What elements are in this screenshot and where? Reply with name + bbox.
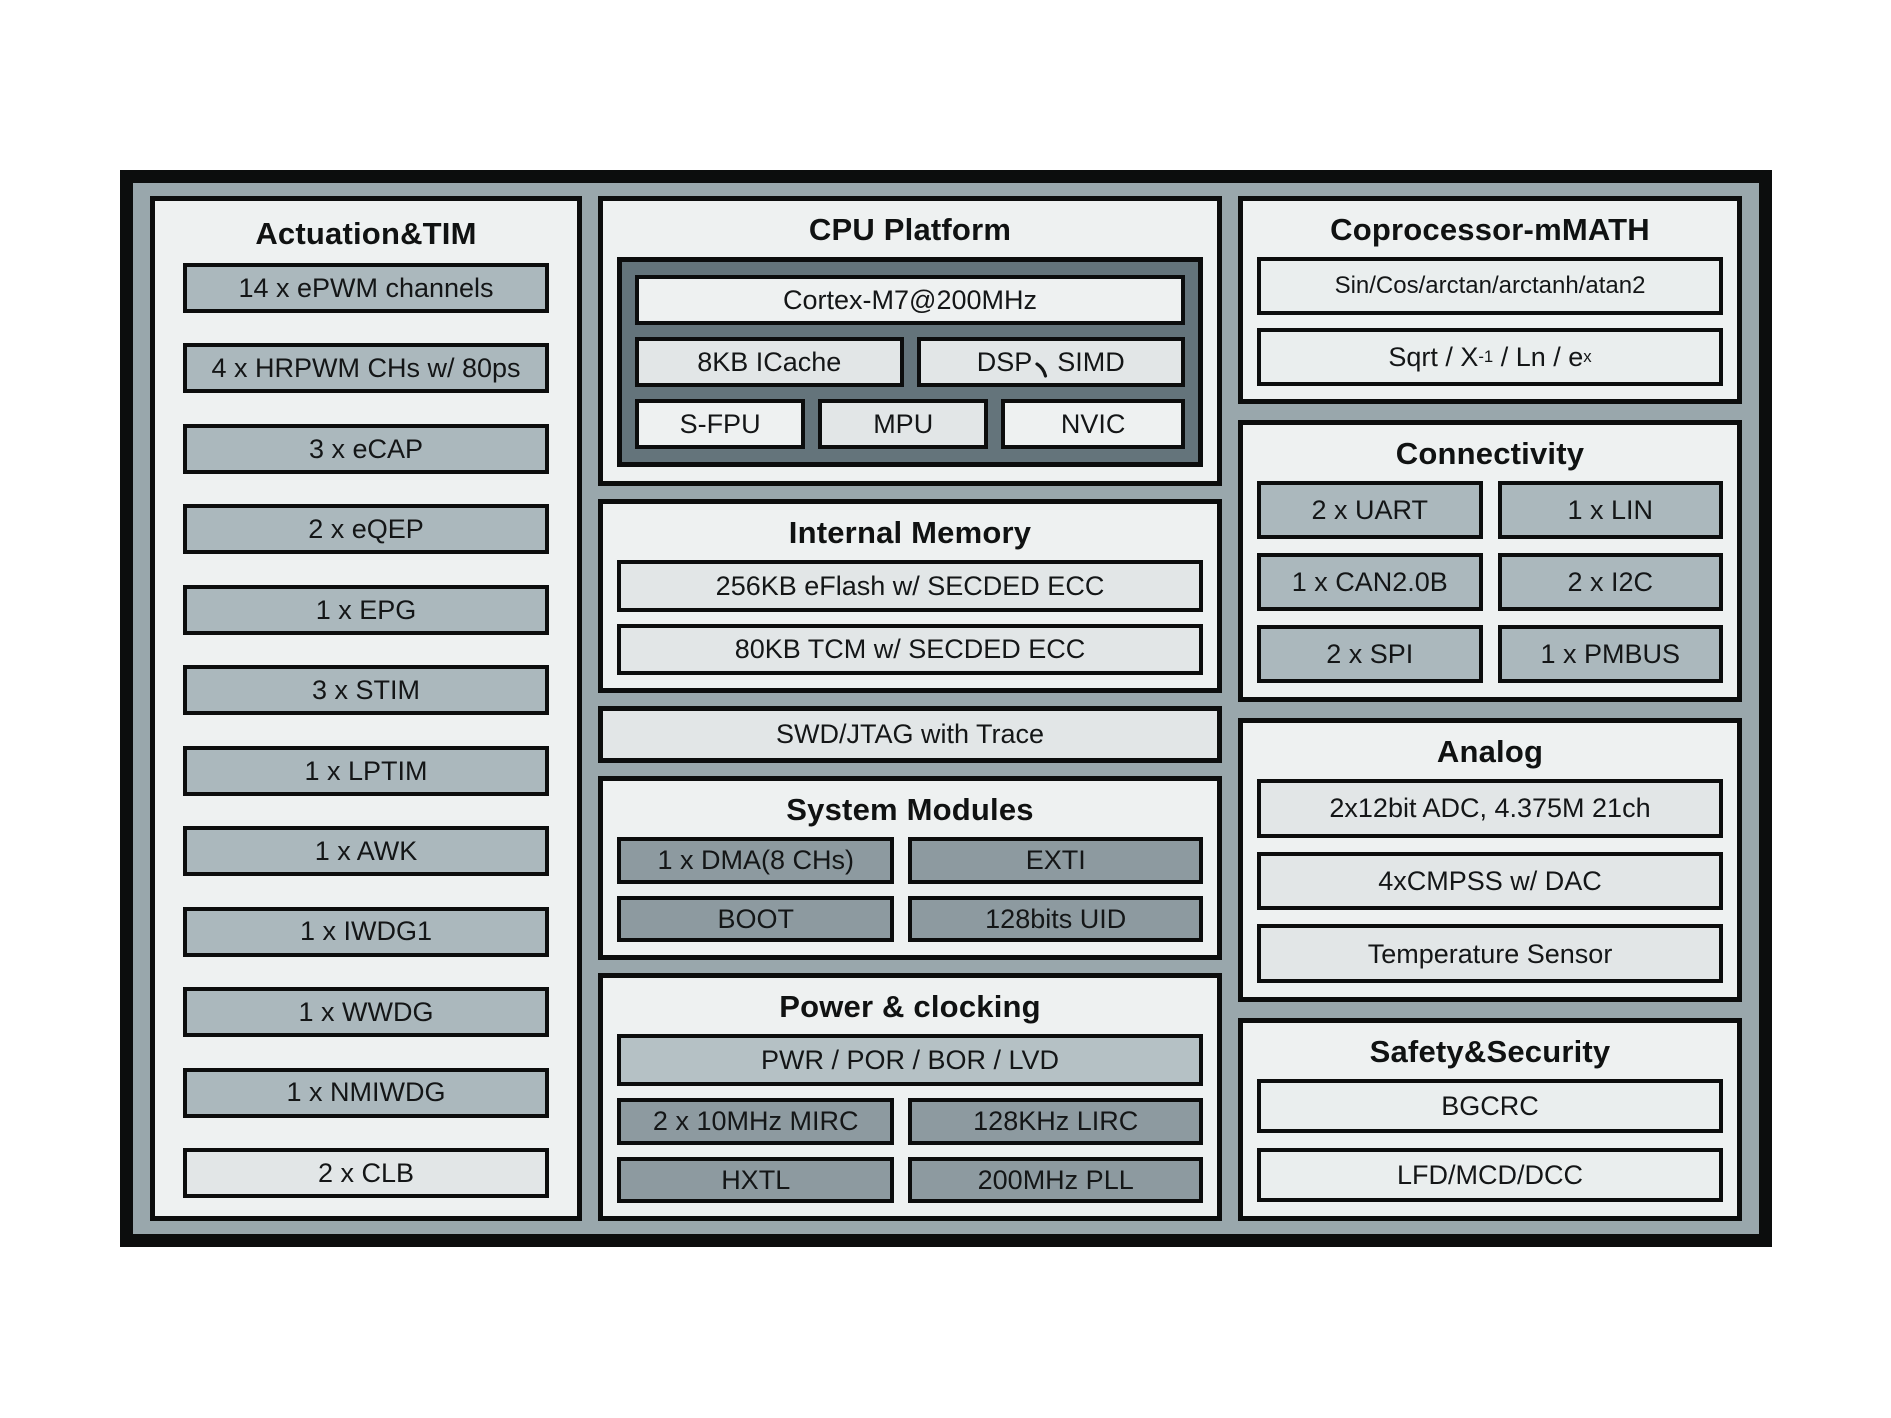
block-icache: 8KB ICache [635,337,904,387]
cpu-row-core [635,275,1185,325]
block-swd-jtag: SWD/JTAG with Trace [598,706,1222,763]
panel-title-internal-memory: Internal Memory [788,515,1032,550]
block-temperature-sensor: Temperature Sensor [1257,924,1723,983]
panel-title-connectivity: Connectivity [1395,436,1585,471]
power-clock-grid [617,1098,1203,1203]
block-dsp-simd [917,337,1186,387]
block-nvic: NVIC [1001,399,1185,449]
block-adc: 2x12bit ADC, 4.375M 21ch [1257,779,1723,838]
block-nmiwdg: 1 x NMIWDG [183,1068,549,1118]
panel-analog [1238,718,1742,1002]
ideographic-comma-icon [1035,362,1048,378]
panel-internal-memory [598,499,1222,693]
panel-system-modules [598,776,1222,960]
block-lptim: 1 x LPTIM [183,746,549,796]
block-sfpu: S-FPU [635,399,805,449]
panel-actuation-tim [150,196,582,1221]
panel-title-coprocessor: Coprocessor-mMATH [1330,212,1650,247]
connectivity-grid [1257,481,1723,683]
block-epwm-channels: 14 x ePWM channels [183,263,549,313]
block-cmpss: 4xCMPSS w/ DAC [1257,852,1723,911]
dsp-label: DSP [976,346,1033,377]
panel-coprocessor-mmath [1238,196,1742,404]
sqrt-label-part: Sqrt / X [1388,341,1479,372]
block-mirc: 2 x 10MHz MIRC [617,1098,894,1145]
block-lin: 1 x LIN [1498,481,1724,539]
block-ecap: 3 x eCAP [183,424,549,474]
panel-title-safety-security: Safety&Security [1369,1034,1611,1069]
block-hxtl: HXTL [617,1157,894,1204]
simd-label: SIMD [1057,346,1125,377]
safety-item-stack [1257,1079,1723,1202]
analog-item-stack [1257,779,1723,983]
block-bgcrc: BGCRC [1257,1079,1723,1133]
block-stim: 3 x STIM [183,665,549,715]
block-eflash: 256KB eFlash w/ SECDED ECC [617,560,1203,612]
panel-title-cpu-platform: CPU Platform [808,212,1012,247]
block-eqep: 2 x eQEP [183,504,549,554]
block-lirc: 128KHz LIRC [908,1098,1203,1145]
column-middle [598,196,1222,1221]
cpu-row-fpu-mpu-nvic [635,399,1185,449]
block-wwdg: 1 x WWDG [183,987,549,1037]
panel-title-analog: Analog [1436,734,1544,769]
block-pmbus: 1 x PMBUS [1498,625,1724,683]
memory-item-stack [617,560,1203,675]
block-iwdg1: 1 x IWDG1 [183,907,549,957]
block-awk: 1 x AWK [183,826,549,876]
block-boot: BOOT [617,896,894,943]
block-lfd-mcd-dcc: LFD/MCD/DCC [1257,1148,1723,1202]
block-epg: 1 x EPG [183,585,549,635]
panel-safety-security [1238,1018,1742,1221]
cpu-row-cache-dsp [635,337,1185,387]
panel-title-power-clocking: Power & clocking [779,989,1041,1024]
block-mpu: MPU [818,399,988,449]
panel-cpu-platform [598,196,1222,486]
block-exti: EXTI [908,837,1203,884]
block-trig-functions: Sin/Cos/arctan/arctanh/atan2 [1257,257,1723,315]
block-spi: 2 x SPI [1257,625,1483,683]
block-pll: 200MHz PLL [908,1157,1203,1204]
block-uart: 2 x UART [1257,481,1483,539]
column-left [150,196,582,1221]
block-dma: 1 x DMA(8 CHs) [617,837,894,884]
block-hrpwm-channels: 4 x HRPWM CHs w/ 80ps [183,343,549,393]
panel-title-actuation-tim: Actuation&TIM [255,216,477,251]
block-clb: 2 x CLB [183,1148,549,1198]
coprocessor-item-stack [1257,257,1723,386]
column-right [1238,196,1742,1221]
cpu-core-container [617,257,1203,467]
ln-label-part: / Ln / e [1493,341,1584,372]
panel-power-clocking [598,973,1222,1221]
panel-connectivity [1238,420,1742,702]
block-i2c: 2 x I2C [1498,553,1724,611]
actuation-item-stack [183,263,549,1198]
block-pwr-por-bor-lvd: PWR / POR / BOR / LVD [617,1034,1203,1086]
block-sqrt-functions: Sqrt / X -1 / Ln / e x [1257,328,1723,386]
block-cortex-m7: Cortex-M7@200MHz [635,275,1185,325]
system-modules-grid [617,837,1203,942]
block-uid: 128bits UID [908,896,1203,943]
diagram-frame [120,170,1772,1247]
panel-title-system-modules: System Modules [786,792,1034,827]
block-can: 1 x CAN2.0B [1257,553,1483,611]
block-tcm: 80KB TCM w/ SECDED ECC [617,624,1203,676]
